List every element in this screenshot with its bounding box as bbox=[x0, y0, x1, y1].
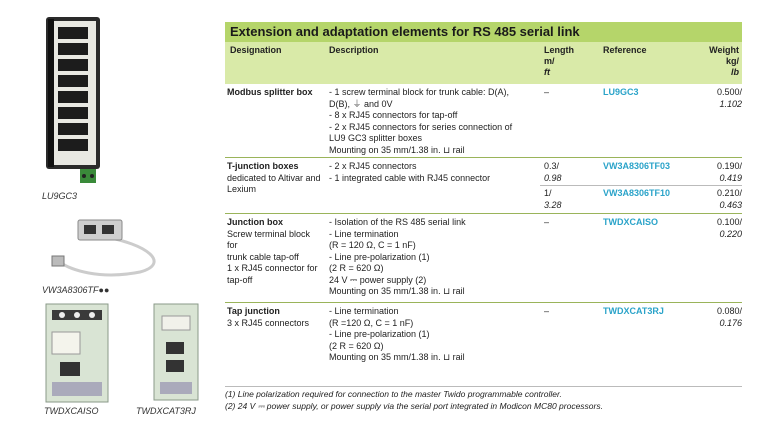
row2b-weight: 0.210/ 0.463 bbox=[716, 188, 742, 210]
row4-description: - Line termination (R =120 Ω, C = 1 nF) - Line pre-polarization (1) (2 R = 620 Ω) Mounting on 35 mm/1.38 in. ⊔ rail bbox=[329, 306, 465, 362]
row4-reference: TWDXCAT3RJ bbox=[603, 306, 664, 316]
row3-reference: TWDXCAISO bbox=[603, 217, 658, 227]
header-designation: Designation bbox=[230, 45, 282, 55]
row1-reference: LU9GC3 bbox=[603, 87, 639, 97]
twdxcaiso-product-image bbox=[42, 302, 112, 404]
divider bbox=[225, 213, 742, 214]
row3-designation: Junction box Screw terminal block for trunk cable tap-off 1 x RJ45 connector for tap-off bbox=[227, 217, 318, 285]
sub-divider bbox=[540, 185, 742, 186]
table-header bbox=[225, 42, 742, 84]
caption-lu9gc3: LU9GC3 bbox=[42, 191, 78, 201]
row4-length: – bbox=[544, 306, 550, 316]
row1-length: – bbox=[544, 87, 550, 97]
row2a-length: 0.3/ 0.98 bbox=[544, 161, 562, 183]
footnote-divider bbox=[225, 386, 742, 387]
caption-twdxcaiso: TWDXCAISO bbox=[44, 406, 99, 416]
row1-designation: Modbus splitter box bbox=[227, 87, 313, 97]
row2b-length: 1/ 3.28 bbox=[544, 188, 562, 210]
caption-vw3a8306tf: VW3A8306TF●● bbox=[42, 285, 110, 295]
row2a-weight: 0.190/ 0.419 bbox=[716, 161, 742, 183]
header-length: Length m/ ft bbox=[544, 45, 574, 77]
row2a-reference: VW3A8306TF03 bbox=[603, 161, 671, 171]
row1-weight: 0.500/ 1.102 bbox=[716, 87, 742, 109]
divider bbox=[225, 302, 742, 303]
lu9gc3-product-image bbox=[40, 15, 108, 187]
divider bbox=[225, 157, 742, 158]
row4-designation: Tap junction 3 x RJ45 connectors bbox=[227, 306, 310, 328]
row3-description: - Isolation of the RS 485 serial link - Line termination (R = 120 Ω, C = 1 nF) - Line pre-polarization (1) (2 R = 620 Ω) 24 V ⎓ power supply (2) Mounting on 35 mm/1.38 in. ⊔ rail bbox=[329, 217, 466, 296]
table-title-bar bbox=[225, 22, 742, 42]
footnote-2: (2) 24 V ⎓ power supply, or power supply via the serial port integrated in Modicon MC80 processors. bbox=[225, 401, 603, 411]
row2-description: - 2 x RJ45 connectors - 1 integrated cable with RJ45 connector bbox=[329, 161, 491, 183]
header-weight: Weight kg/ lb bbox=[709, 45, 739, 77]
footnote-1: (1) Line polarization required for connection to the master Twido programmable controller. bbox=[225, 389, 562, 399]
row2-designation: T-junction boxes dedicated to Altivar and Lexium bbox=[227, 161, 321, 194]
row2b-reference: VW3A8306TF10 bbox=[603, 188, 671, 198]
row1-description: - 1 screw terminal block for trunk cable: D(A), D(B), ⏚ and 0V - 8 x RJ45 connectors for tap-off - 2 x RJ45 connectors for series connection of LU9 GC3 splitter boxes Mounting on 35 mm/1.38 in. ⊔ rail bbox=[329, 87, 513, 155]
t-junction-product-image bbox=[40, 214, 175, 278]
twdxcat3rj-product-image bbox=[150, 302, 202, 404]
row4-weight: 0.080/ 0.176 bbox=[716, 306, 742, 328]
header-reference: Reference bbox=[603, 45, 647, 55]
row3-weight: 0.100/ 0.220 bbox=[716, 217, 742, 239]
caption-twdxcat3rj: TWDXCAT3RJ bbox=[136, 406, 196, 416]
table-title: Extension and adaptation elements for RS 485 serial link bbox=[230, 24, 580, 39]
header-description: Description bbox=[329, 45, 379, 55]
row3-length: – bbox=[544, 217, 550, 227]
